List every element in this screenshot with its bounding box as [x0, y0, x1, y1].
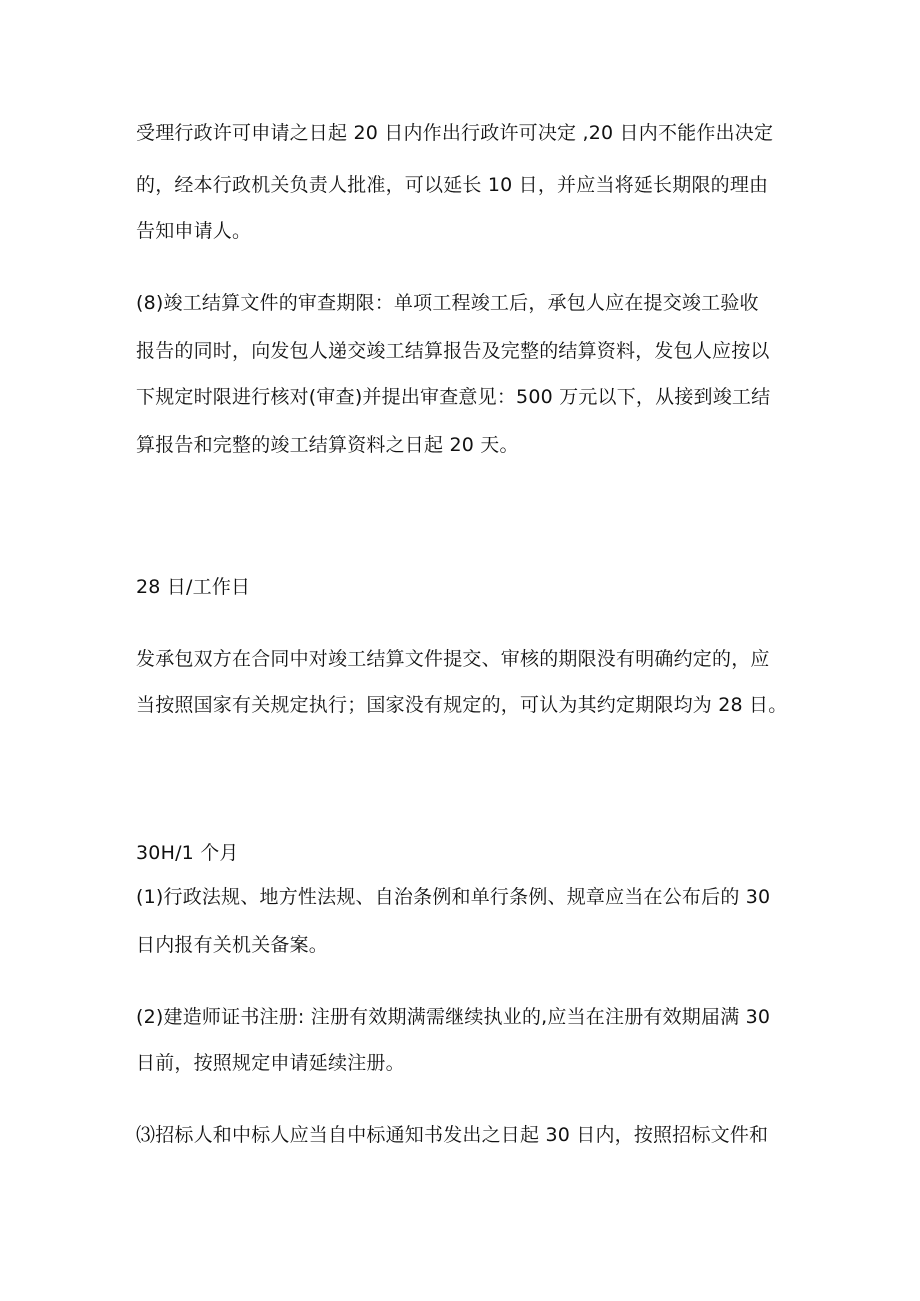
- para4-line1: (1)行政法规、地方性法规、自治条例和单行条例、规章应当在公布后的 30: [136, 886, 771, 908]
- para1-line2: 的，经本行政机关负责人批准，可以延长 10 日，并应当将延长期限的理由: [136, 174, 769, 196]
- para4-line2: 日内报有关机关备案。: [136, 934, 329, 956]
- heading-28-days: 28 日/工作日: [136, 576, 251, 598]
- para3-line2: 当按照国家有关规定执行；国家没有规定的，可认为其约定期限均为 28 日。: [136, 694, 788, 716]
- para1-line1: 受理行政许可申请之日起 20 日内作出行政许可决定 ,20 日内不能作出决定: [136, 122, 774, 144]
- para2-line4: 算报告和完整的竣工结算资料之日起 20 天。: [136, 434, 519, 456]
- para3-line1: 发承包双方在合同中对竣工结算文件提交、审核的期限没有明确约定的，应: [136, 648, 770, 670]
- para2-line3: 下规定时限进行核对(审查)并提出审查意见：500 万元以下，从接到竣工结: [136, 386, 771, 408]
- para2-line2: 报告的同时，向发包人递交竣工结算报告及完整的结算资料，发包人应按以: [136, 340, 770, 362]
- para1-line3: 告知申请人。: [136, 220, 252, 242]
- para6-line1: ⑶招标人和中标人应当自中标通知书发出之日起 30 日内，按照招标文件和: [136, 1124, 769, 1146]
- para2-line1: (8)竣工结算文件的审查期限：单项工程竣工后，承包人应在提交竣工验收: [136, 292, 759, 314]
- heading-30-days: 30H/1 个月: [136, 842, 239, 864]
- para5-line1: (2)建造师证书注册: 注册有效期满需继续执业的,应当在注册有效期届满 30: [136, 1006, 771, 1028]
- para5-line2: 日前，按照规定申请延续注册。: [136, 1052, 405, 1074]
